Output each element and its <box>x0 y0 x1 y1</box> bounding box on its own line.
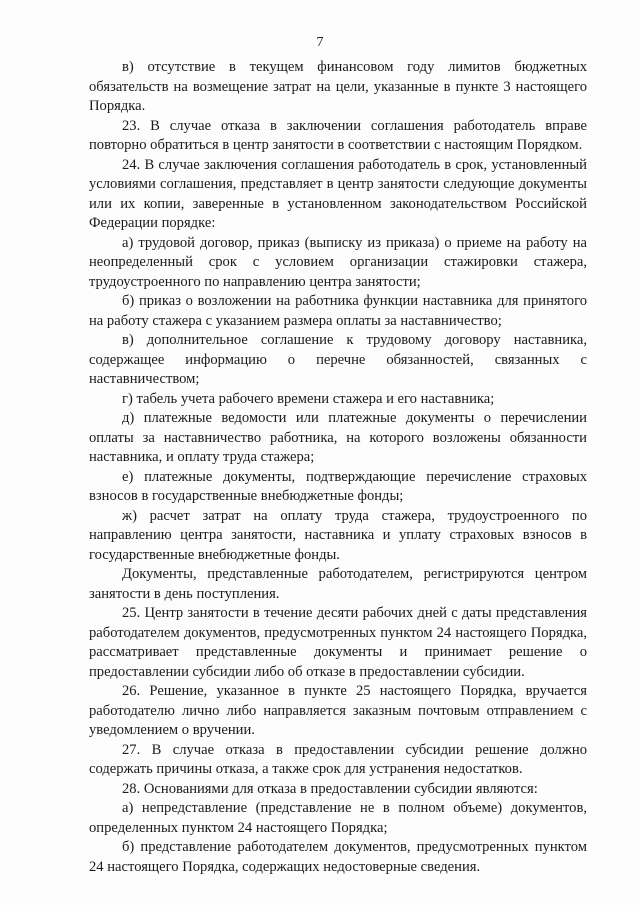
paragraph-28: 28. Основаниями для отказа в предоставлении субсидии являются: <box>122 780 538 797</box>
paragraph-28a: а) непредставление (представление не в полном объеме) документов, определенных пунктом 24 настоящего Порядка; <box>89 800 587 836</box>
paragraph-28b: б) представление работодателем документов, предусмотренных пунктом 24 настоящего Порядка, содержащих недостоверные сведения. <box>89 839 587 875</box>
paragraph-22v: в) отсутствие в текущем финансовом году лимитов бюджетных обязательств на возмещение затрат на цели, указанные в пункте 3 настоящего Порядка. <box>89 59 587 114</box>
paragraph-24-registration: Документы, представленные работодателем, регистрируются центром занятости в день поступления. <box>89 566 587 602</box>
paragraph-24d: д) платежные ведомости или платежные документы о перечислении оплаты за наставничество работника, на которого возложены обязанности наставника, и оплату труда стажера; <box>89 410 587 465</box>
paragraph-24g: г) табель учета рабочего времени стажера и его наставника; <box>122 390 495 407</box>
paragraph-24e: е) платежные документы, подтверждающие перечисление страховых взносов в государственные внебюджетные фонды; <box>89 468 587 504</box>
paragraph-23: 23. В случае отказа в заключении соглашения работодатель вправе повторно обратиться в центр занятости в соответствии с настоящим Порядком. <box>89 117 587 153</box>
paragraph-24b: б) приказ о возложении на работника функции наставника для принятого на работу стажера с указанием размера оплаты за наставничество; <box>89 293 587 329</box>
document-body <box>89 58 587 877</box>
paragraph-27: 27. В случае отказа в предоставлении субсидии решение должно содержать причины отказа, а также срок для устранения недостатков. <box>89 741 587 777</box>
paragraph-24: 24. В случае заключения соглашения работодатель в срок, установленный условиями соглашения, представляет в центр занятости следующие документы или их копии, заверенные в установленном законодательством Российской Федерации порядке: <box>89 156 587 231</box>
paragraph-24a: а) трудовой договор, приказ (выписку из приказа) о приеме на работу на неопределенный срок с условием организации стажировки стажера, трудоустроенного по направлению центра занятости; <box>89 234 587 290</box>
paragraph-25: 25. Центр занятости в течение десяти рабочих дней с даты представления работодателем документов, предусмотренных пунктом 24 настоящего Порядка, рассматривает представленные документы и принимает решение о предоставлении субсидии либо об отказе в предоставлении субсидии. <box>89 605 587 680</box>
paragraph-24v: в) дополнительное соглашение к трудовому договору наставника, содержащее информацию о перечне обязанностей, связанных с наставничеством; <box>89 332 587 387</box>
paragraph-26: 26. Решение, указанное в пункте 25 настоящего Порядка, вручается работодателю лично либо направляется заказным почтовым отправлением с уведомлением о вручении. <box>89 683 587 738</box>
page-number: 7 <box>316 35 324 50</box>
paragraph-24zh: ж) расчет затрат на оплату труда стажера, трудоустроенного по направлению центра занятости, наставника и уплату страховых взносов в государственные внебюджетные фонды. <box>89 507 587 563</box>
